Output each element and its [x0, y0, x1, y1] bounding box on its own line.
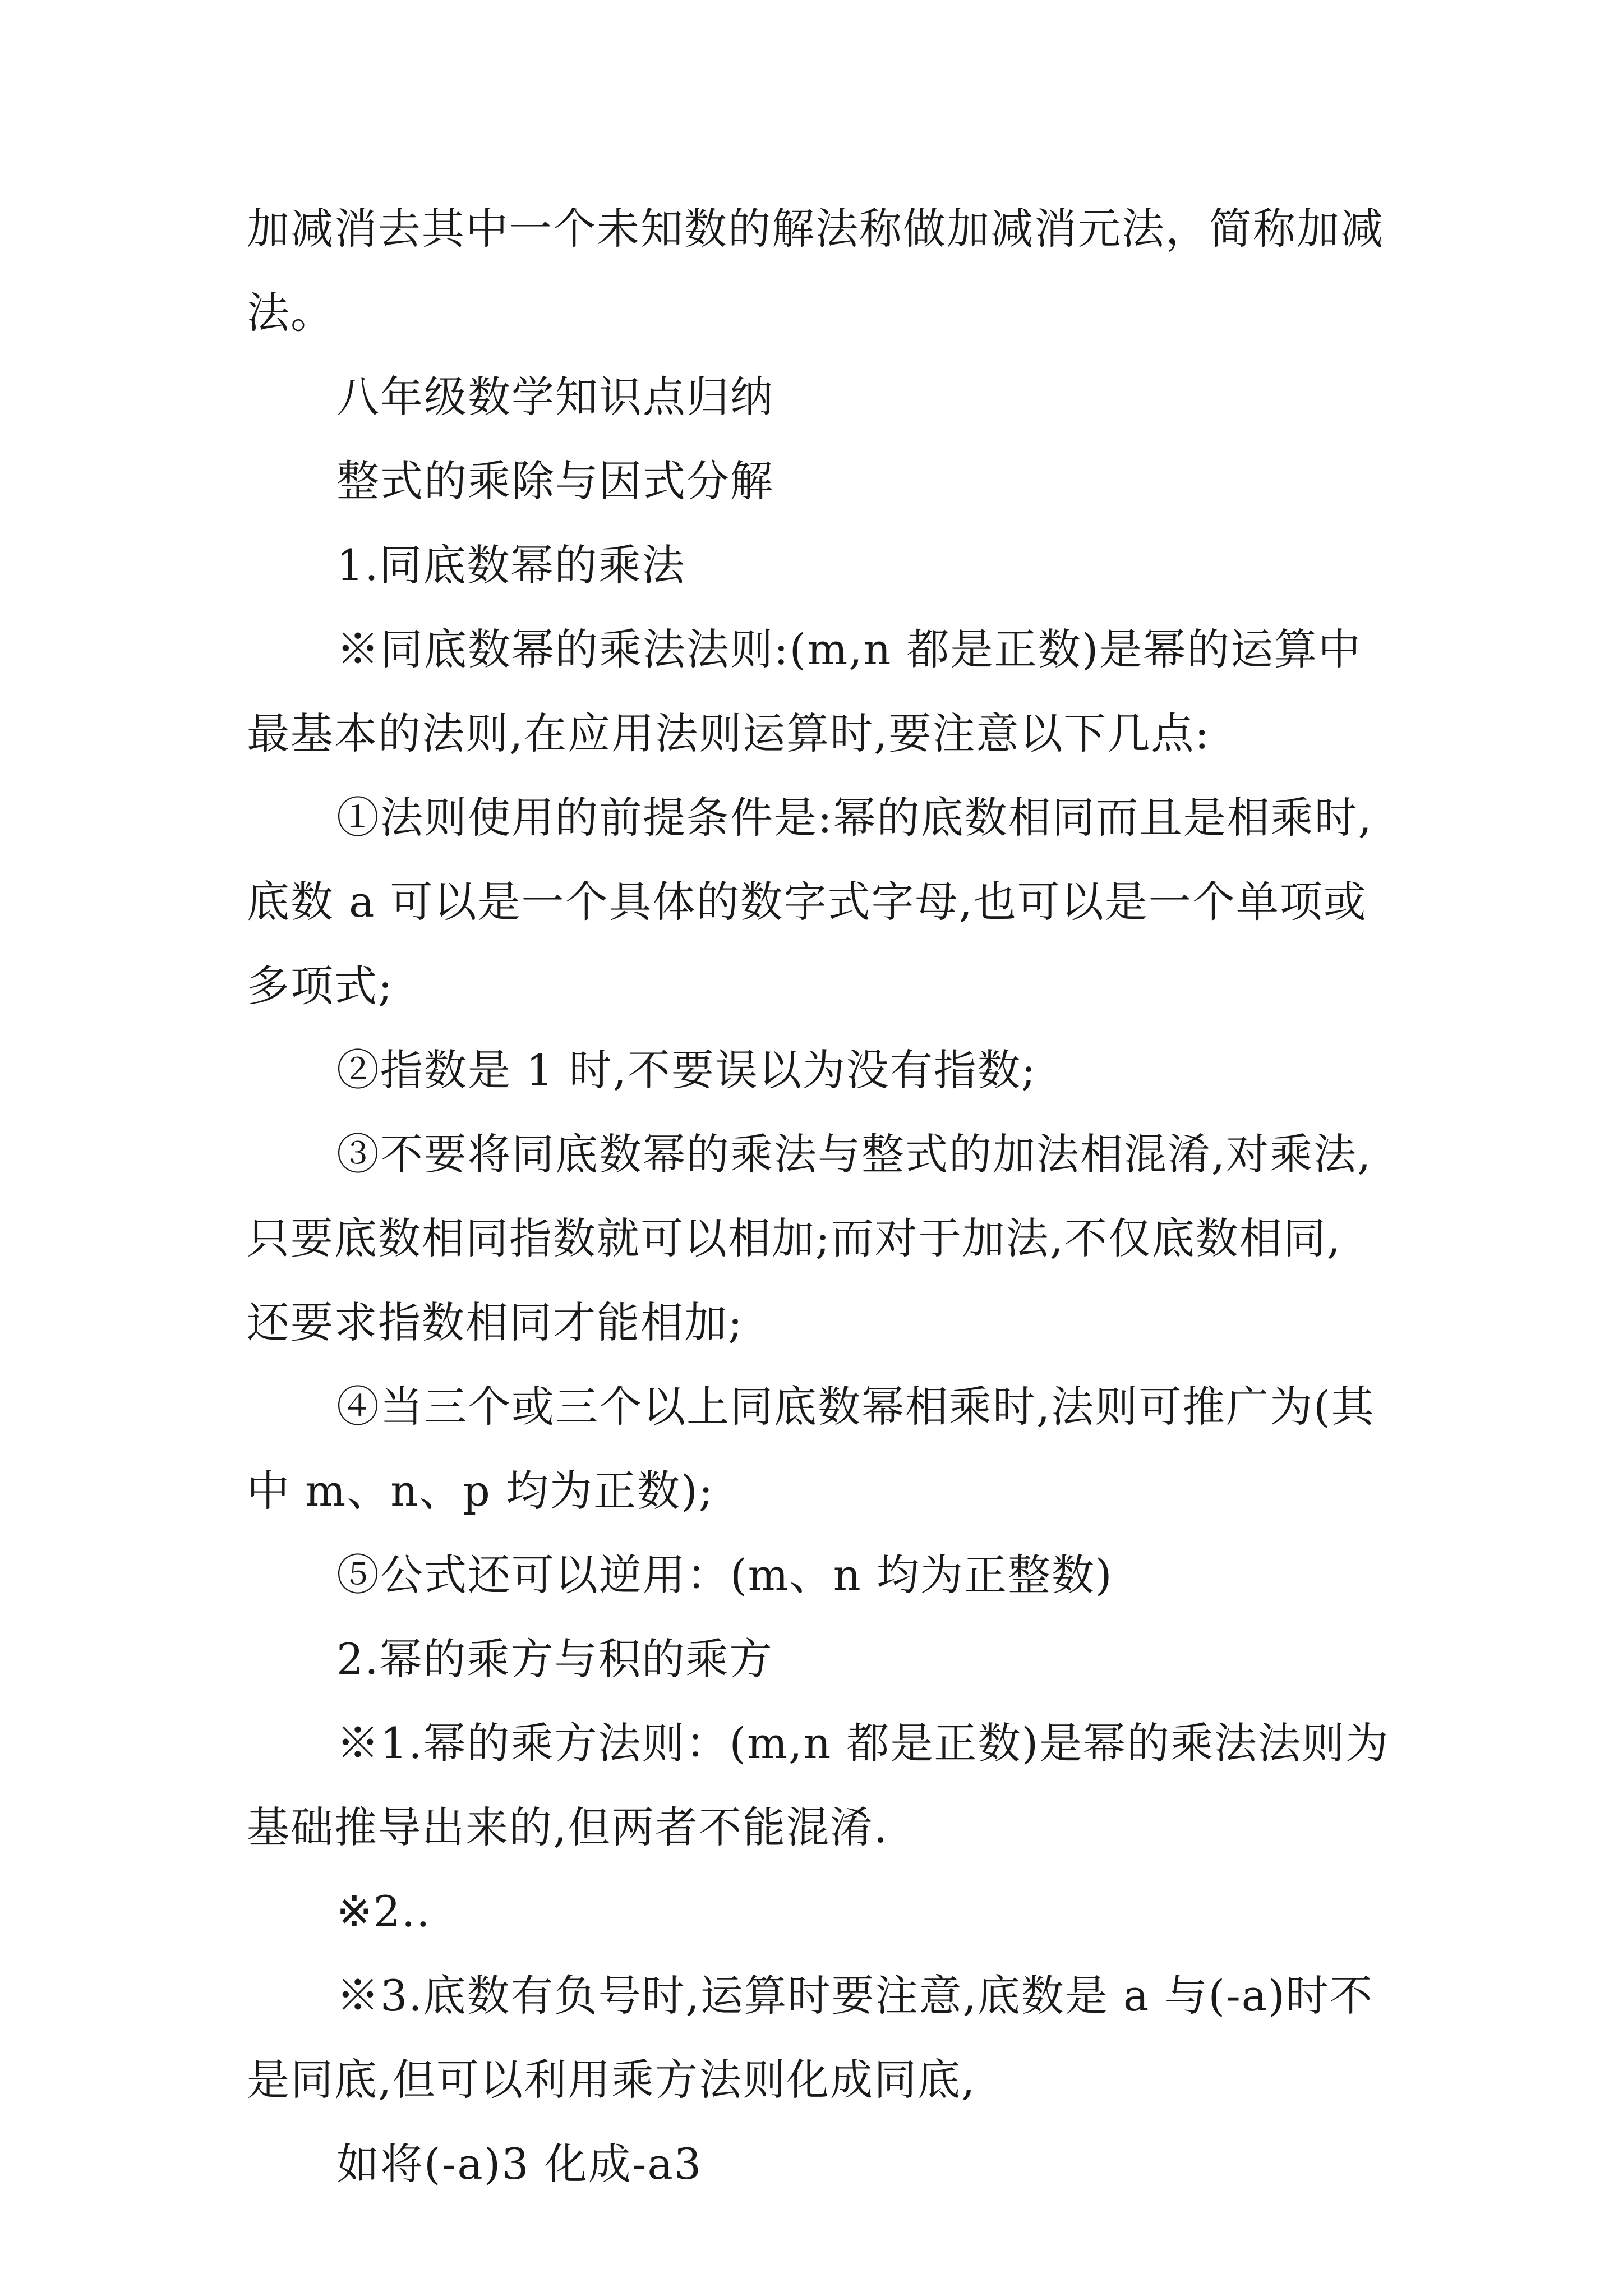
list-item: ※2.. [336, 1887, 431, 1936]
list-item: ※3.底数有负号时,运算时要注意,底数是 a 与(-a)时不 [336, 1971, 1373, 2021]
list-item: ①法则使用的前提条件是:幂的底数相同而且是相乘时, [336, 793, 1373, 843]
paragraph-line: 加减消去其中一个未知数的解法称做加减消元法，简称加减 [247, 204, 1384, 254]
paragraph-line: 底数 a 可以是一个具体的数字式字母,也可以是一个单项或 [247, 877, 1367, 927]
paragraph-line: 只要底数相同指数就可以相加;而对于加法,不仅底数相同, [247, 1213, 1341, 1263]
subsection-heading: 2.幂的乘方与积的乘方 [336, 1634, 773, 1684]
chapter-heading: 整式的乘除与因式分解 [336, 456, 774, 506]
section-heading: 八年级数学知识点归纳 [336, 372, 774, 422]
paragraph-line: 中 m、n、p 均为正数); [247, 1466, 714, 1516]
paragraph-line: 法。 [247, 288, 334, 338]
paragraph-line: 基础推导出来的,但两者不能混淆. [247, 1802, 889, 1852]
paragraph-line: 如将(-a)3 化成-a3 [336, 2139, 703, 2189]
list-item: ④当三个或三个以上同底数幂相乘时,法则可推广为(其 [336, 1382, 1375, 1432]
paragraph-line: 是同底,但可以利用乘方法则化成同底, [247, 2055, 976, 2105]
list-item: ※1.幂的乘方法则：(m,n 都是正数)是幂的乘法法则为 [336, 1718, 1390, 1768]
list-item: ③不要将同底数幂的乘法与整式的加法相混淆,对乘法, [336, 1129, 1372, 1179]
paragraph-line: 还要求指数相同才能相加; [247, 1297, 744, 1347]
document-body [247, 204, 1390, 2226]
list-item: ⑤公式还可以逆用：(m、n 均为正整数) [336, 1550, 1113, 1600]
subsection-heading: 1.同底数幂的乘法 [336, 540, 686, 590]
paragraph-line: ※同底数幂的乘法法则:(m,n 都是正数)是幂的运算中 [336, 624, 1362, 674]
list-item: ②指数是 1 时,不要误以为没有指数; [336, 1045, 1037, 1095]
paragraph-line: 最基本的法则,在应用法则运算时,要注意以下几点: [247, 708, 1210, 758]
paragraph-line: 多项式; [247, 961, 394, 1011]
